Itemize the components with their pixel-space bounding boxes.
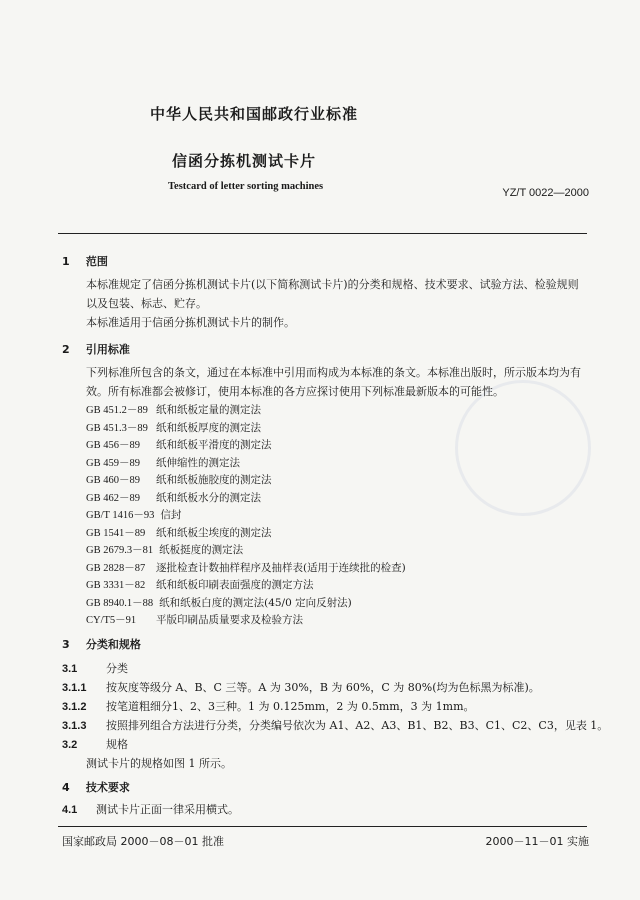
- clause-number: 3.1.1: [62, 682, 87, 694]
- clause-text: 按笔道粗细分1、2、3三种。1 为 0.125mm，2 为 0.5mm，3 为 1mm。: [106, 700, 475, 713]
- standard-code: YZ/T 0022—2000: [502, 187, 589, 199]
- standard-ref-name: 信封: [160, 509, 182, 521]
- standard-ref-name: 逐批检查计数抽样程序及抽样表(适用于连续批的检查): [156, 561, 406, 574]
- industry-standard-header: 中华人民共和国邮政行业标准: [150, 105, 359, 123]
- references-intro: 下列标准所包含的条文，通过在本标准中引用而构成为本标准的条文。本标准出版时，所示版本均为有效。所有标准都会被修订，使用本标准的各方应探讨使用下列标准最新版本的可能性。: [86, 366, 581, 398]
- clause-4-1: [62, 801, 239, 817]
- section-2-intro-paragraph: [62, 363, 582, 401]
- list-item: [86, 420, 406, 438]
- standard-ref-name: 纸板挺度的测定法: [159, 544, 244, 556]
- standard-ref-code: GB 3331－82: [86, 580, 146, 591]
- list-item: [86, 525, 406, 543]
- standard-ref-name: 纸和纸板印刷表面强度的测定方法: [156, 579, 314, 591]
- clause-3-2: [62, 736, 128, 752]
- clause-title: 规格: [106, 738, 128, 751]
- section-title: 引用标准: [85, 343, 130, 356]
- clause-3-2-text: 测试卡片的规格如图 1 所示。: [86, 757, 232, 770]
- section-number: 1: [62, 255, 70, 268]
- clause-number: 3.1.3: [62, 720, 87, 732]
- list-item: [86, 507, 406, 525]
- standard-ref-code: GB 459－89: [86, 457, 140, 469]
- header-divider: [58, 233, 587, 234]
- scope-text: 本标准规定了信函分拣机测试卡片(以下简称测试卡片)的分类和规格、技术要求、试验方法、检验规则以及包装、标志、贮存。: [86, 278, 579, 310]
- list-item: [86, 595, 406, 613]
- clause-3-1: [62, 660, 128, 676]
- referenced-standards-list: [86, 402, 406, 630]
- standard-ref-name: 纸和纸板平滑度的测定法: [156, 439, 272, 451]
- list-item: [86, 455, 406, 473]
- standard-ref-code: CY/T5－91: [86, 615, 137, 626]
- list-item: [86, 472, 406, 490]
- section-1-scope-paragraph: [62, 275, 582, 332]
- section-3-heading: [62, 636, 141, 652]
- document-title: 信函分拣机测试卡片: [172, 152, 317, 170]
- section-number: 4: [62, 781, 70, 794]
- standard-ref-code: GB 462－89: [86, 492, 140, 504]
- section-number: 2: [62, 343, 70, 356]
- list-item: [86, 490, 406, 508]
- standard-ref-name: 纸伸缩性的测定法: [156, 456, 240, 469]
- standard-ref-code: GB/T 1416－93: [86, 510, 155, 521]
- clause-number: 3.1: [62, 663, 78, 675]
- standard-ref-code: GB 8940.1－88: [86, 597, 154, 609]
- standard-ref-name: 纸和纸板白度的测定法(45/0 定向反射法): [159, 596, 352, 609]
- section-4-heading: [62, 779, 130, 795]
- section-title: 范围: [85, 255, 108, 268]
- standard-ref-name: 纸和纸板厚度的测定法: [156, 421, 261, 434]
- list-item: [86, 560, 406, 578]
- standard-ref-code: GB 451.2－89: [86, 405, 148, 416]
- clause-number: 3.1.2: [62, 701, 87, 713]
- list-item: [86, 437, 406, 455]
- standard-ref-name: 平版印刷品质量要求及检验方法: [156, 614, 303, 626]
- section-title: 技术要求: [85, 781, 130, 794]
- standard-ref-code: GB 451.3－89: [86, 422, 148, 434]
- clause-3-1-2: [62, 698, 475, 714]
- clause-number: 3.2: [62, 739, 78, 751]
- footer-divider: [58, 826, 587, 827]
- clause-3-1-3: [62, 717, 608, 733]
- list-item: [86, 612, 406, 630]
- section-2-heading: [62, 341, 130, 357]
- standard-ref-name: 纸和纸板尘埃度的测定法: [156, 526, 272, 539]
- standard-ref-name: 纸和纸板定量的测定法: [156, 404, 261, 416]
- standard-ref-code: GB 2679.3－81: [86, 545, 154, 556]
- list-item: [86, 402, 406, 420]
- section-number: 3: [62, 638, 70, 651]
- section-1-heading: [62, 253, 108, 269]
- clause-3-1-1: [62, 679, 540, 695]
- clause-text: 按照排列组合方法进行分类，分类编号依次为 A1、A2、A3、B1、B2、B3、C1、C2、C3，见表 1。: [106, 719, 609, 732]
- document-title-english: Testcard of letter sorting machines: [168, 181, 324, 192]
- list-item: [86, 542, 406, 560]
- section-title: 分类和规格: [85, 638, 141, 651]
- standard-ref-code: GB 2828－87: [86, 562, 146, 574]
- approval-date: 国家邮政局 2000－08－01 批准: [62, 835, 224, 848]
- scope-applicability: 本标准适用于信函分拣机测试卡片的制作。: [86, 316, 295, 329]
- standard-ref-name: 纸和纸板水分的测定法: [156, 491, 261, 504]
- clause-text: 测试卡片正面一律采用横式。: [96, 803, 239, 816]
- standard-ref-code: GB 1541－89: [86, 527, 146, 539]
- clause-text: 按灰度等级分 A、B、C 三等。A 为 30%，B 为 60%，C 为 80%(均为色标黑为标准)。: [106, 681, 540, 694]
- clause-title: 分类: [106, 662, 128, 675]
- implementation-date: 2000－11－01 实施: [485, 835, 589, 848]
- list-item: [86, 577, 406, 595]
- standard-ref-name: 纸和纸板施胶度的测定法: [156, 474, 272, 486]
- clause-number: 4.1: [62, 804, 78, 816]
- standard-ref-code: GB 460－89: [86, 475, 140, 486]
- standard-ref-code: GB 456－89: [86, 440, 140, 451]
